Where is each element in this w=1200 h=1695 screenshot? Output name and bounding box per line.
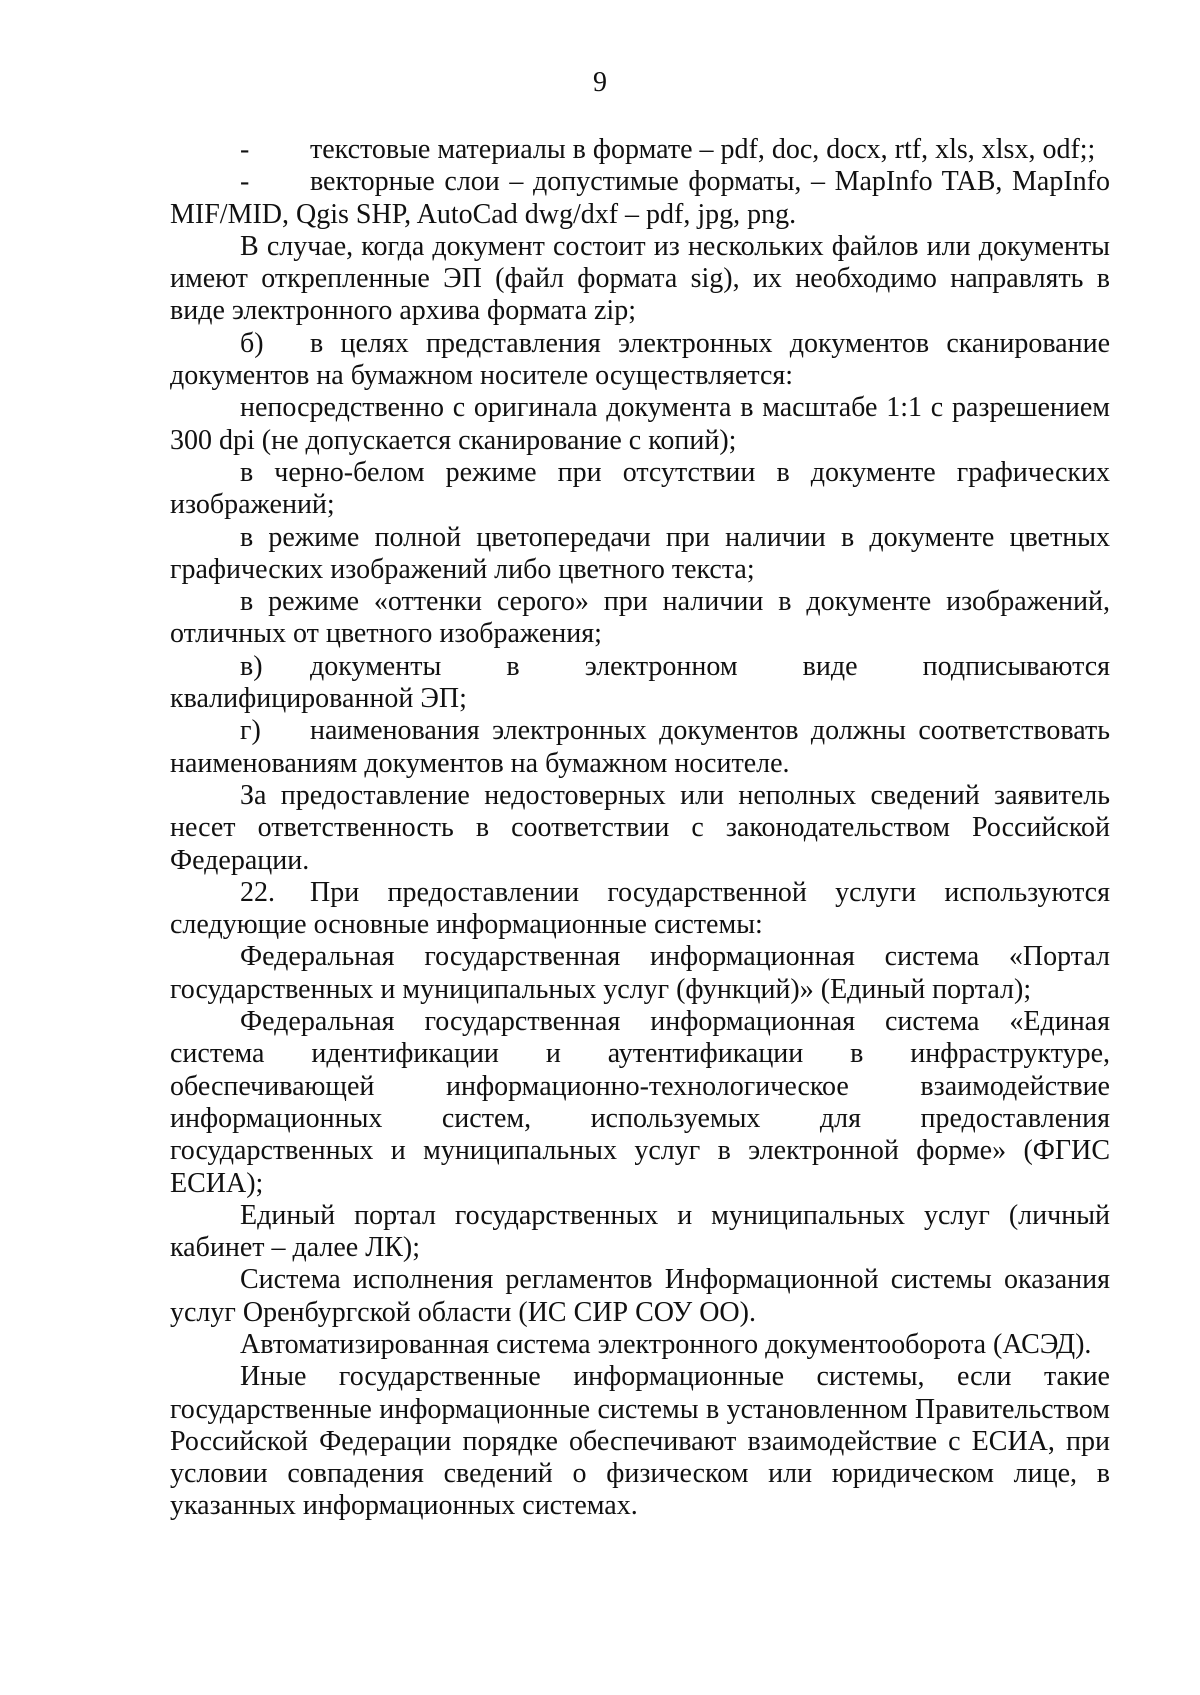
section-number: 22. [240,876,275,908]
page-number: 9 [593,67,607,98]
document-body [170,134,1110,1523]
paragraph-text: векторные слои – допустимые форматы, – MapInfo TAB, MapInfo MIF/MID, Qgis SHP, AutoCad dwg/dxf – pdf, jpg, png. [170,166,1110,230]
list-item-v [170,651,1110,716]
list-item-dash [170,134,1110,166]
list-item-dash [170,166,1110,231]
list-marker: в) [240,650,263,682]
paragraph: Иные государственные информационные системы, если такие государственные информационные системы в установленном Правительством Российской Федерации порядке обеспечивают взаимодействие с ЕСИА, при условии совпадения сведений о физическом или юридическом лице, в указанных информационных системах. [170,1361,1110,1522]
paragraph: За предоставление недостоверных или неполных сведений заявитель несет ответственность в соответствии с законодательством Российской Федерации. [170,779,1110,876]
list-item-b [170,328,1110,393]
paragraph-text: документы в электронном виде подписываются квалифицированной ЭП; [170,650,1110,715]
paragraph: Система исполнения регламентов Информационной системы оказания услуг Оренбургской области (ИС СИР СОУ ОО). [170,1264,1110,1328]
list-marker: б) [240,327,264,359]
paragraph: В случае, когда документ состоит из нескольких файлов или документы имеют открепленные ЭП (файл формата sig), их необходимо направлять в виде электронного архива формата zip; [170,230,1110,327]
paragraph: Единый портал государственных и муниципальных услуг (личный кабинет – далее ЛК); [170,1199,1110,1264]
paragraph: Федеральная государственная информационная система «Портал государственных и муниципальных услуг (функций)» (Единый портал); [170,941,1110,1005]
paragraph: в режиме полной цветопередачи при наличии в документе цветных графических изображений либо цветного текста; [170,521,1110,585]
paragraph-text: в целях представления электронных документов сканирование документов на бумажном носителе осуществляется: [170,327,1110,392]
list-item-g [170,715,1110,780]
paragraph: Федеральная государственная информационная система «Единая система идентификации и аутентификации в инфраструктуре, обеспечивающей информационно-технологическое взаимодействие информационных систем, используемых для предоставления государственных и муниципальных услуг в электронной форме» (ФГИС ЕСИА); [170,1006,1110,1199]
list-marker: - [240,134,250,165]
paragraph: Автоматизированная система электронного документооборота (АСЭД). [240,1328,1092,1360]
paragraph: в режиме «оттенки серого» при наличии в документе изображений, отличных от цветного изображения; [170,586,1110,650]
list-marker: - [240,166,250,198]
list-marker: г) [240,715,261,747]
paragraph-text: наименования электронных документов должны соответствовать наименованиям документов на бумажном носителе. [170,715,1110,779]
paragraph-text: текстовые материалы в формате – pdf, doc, docx, rtf, xls, xlsx, odf;; [310,134,1096,165]
paragraph: непосредственно с оригинала документа в масштабе 1:1 с разрешением 300 dpi (не допускается сканирование с копий); [170,392,1110,456]
paragraph: в черно-белом режиме при отсутствии в документе графических изображений; [170,456,1110,521]
paragraph-text: При предоставлении государственной услуги используются следующие основные информационные системы: [170,876,1110,941]
section-22 [170,877,1110,942]
